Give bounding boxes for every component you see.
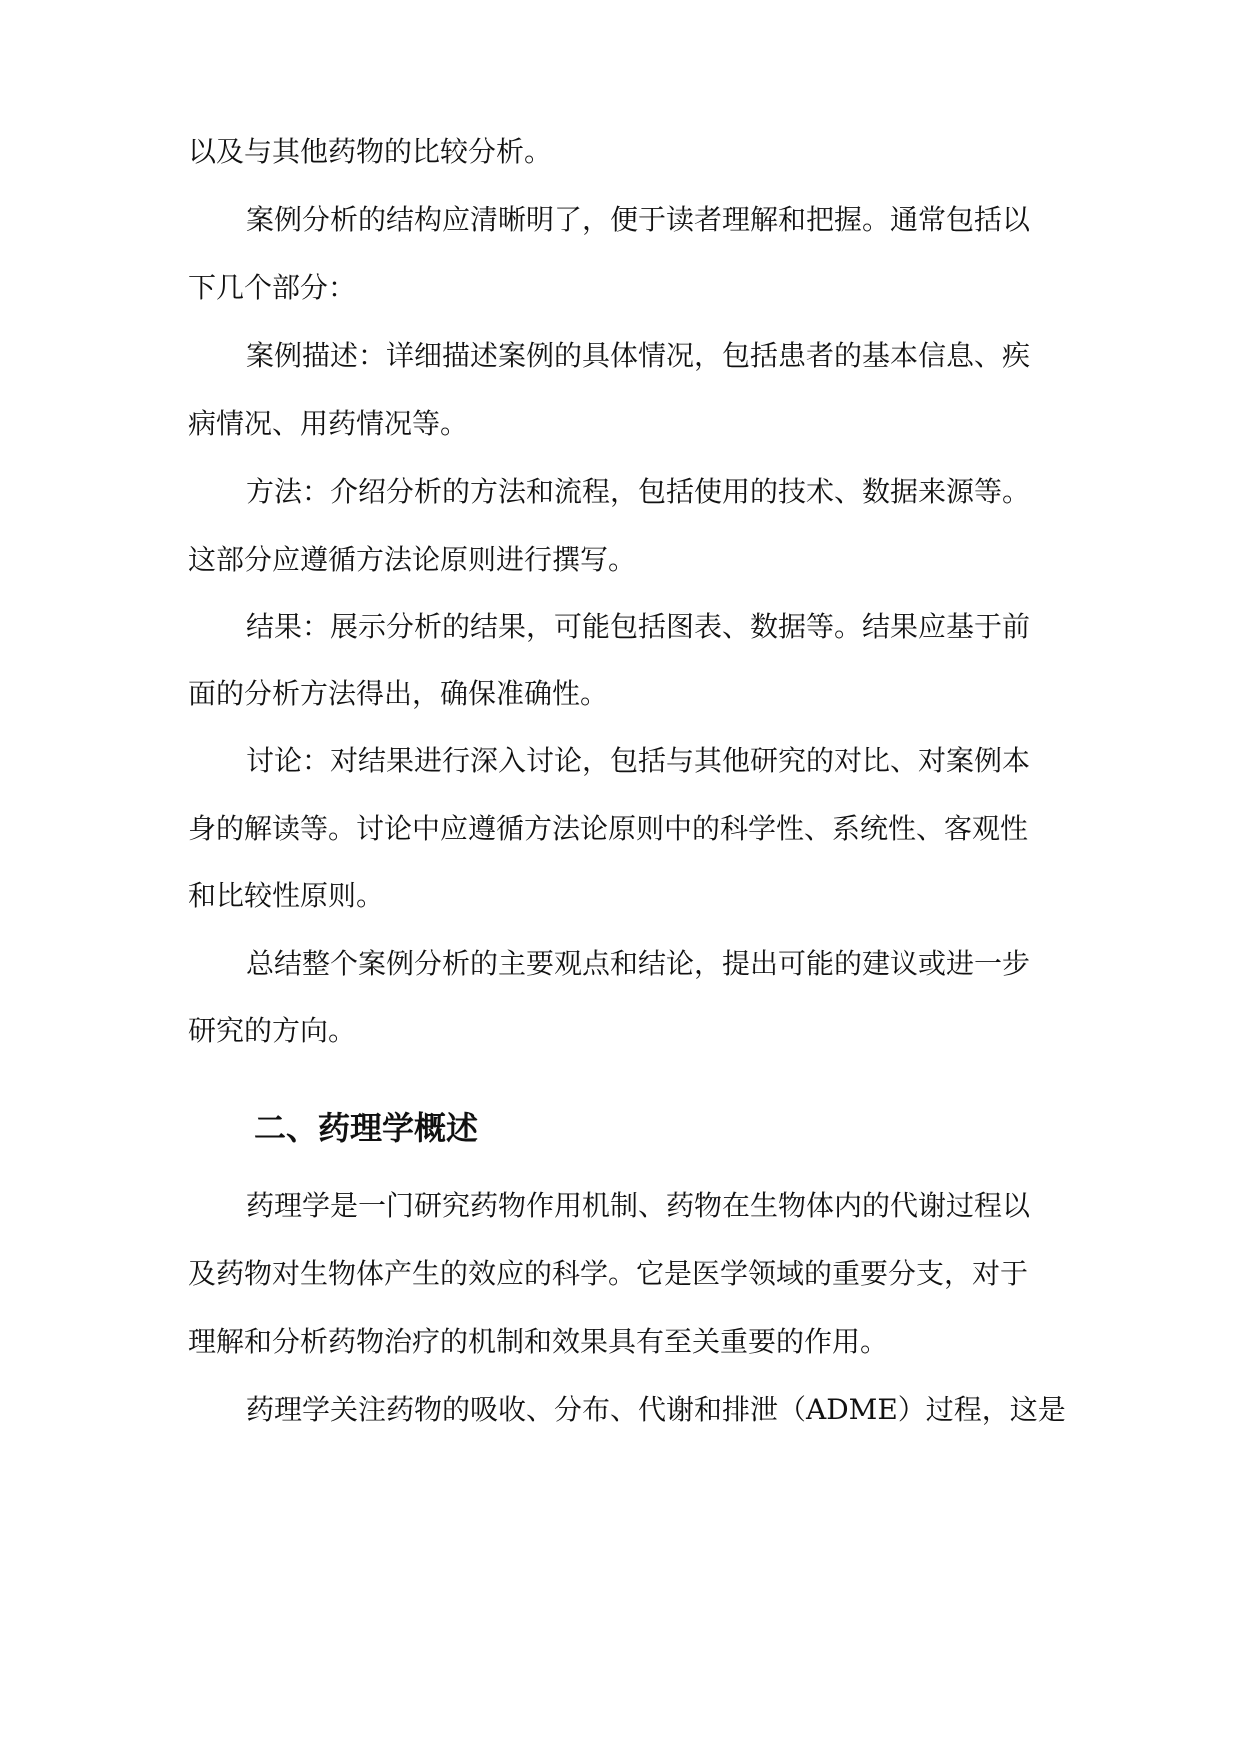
paragraph-line: 面的分析方法得出，确保准确性。	[188, 677, 609, 710]
paragraph-line: 研究的方向。	[188, 1014, 357, 1047]
paragraph-line: 总结整个案例分析的主要观点和结论，提出可能的建议或进一步	[246, 947, 1031, 980]
paragraph-line: 方法：介绍分析的方法和流程，包括使用的技术、数据来源等。	[246, 475, 1031, 508]
paragraph-line: 药理学关注药物的吸收、分布、代谢和排泄（ADME）过程，这是	[246, 1393, 1066, 1426]
paragraph-line: 和比较性原则。	[188, 879, 385, 912]
paragraph-line: 案例分析的结构应清晰明了，便于读者理解和把握。通常包括以	[246, 203, 1031, 236]
paragraph-line: 下几个部分：	[188, 271, 357, 304]
section-heading: 二、药理学概述	[254, 1109, 479, 1147]
paragraph-line: 这部分应遵循方法论原则进行撰写。	[188, 543, 637, 576]
paragraph-line: 结果：展示分析的结果，可能包括图表、数据等。结果应基于前	[246, 610, 1031, 643]
paragraph-line: 及药物对生物体产生的效应的科学。它是医学领域的重要分支，对于	[188, 1257, 1029, 1290]
paragraph-line: 身的解读等。讨论中应遵循方法论原则中的科学性、系统性、客观性	[188, 812, 1029, 845]
paragraph-line: 病情况、用药情况等。	[188, 407, 469, 440]
paragraph-line: 以及与其他药物的比较分析。	[188, 135, 553, 168]
paragraph-line: 药理学是一门研究药物作用机制、药物在生物体内的代谢过程以	[246, 1189, 1031, 1222]
paragraph-line: 案例描述：详细描述案例的具体情况，包括患者的基本信息、疾	[246, 339, 1031, 372]
paragraph-line: 讨论：对结果进行深入讨论，包括与其他研究的对比、对案例本	[246, 744, 1031, 777]
paragraph-line: 理解和分析药物治疗的机制和效果具有至关重要的作用。	[188, 1325, 889, 1358]
